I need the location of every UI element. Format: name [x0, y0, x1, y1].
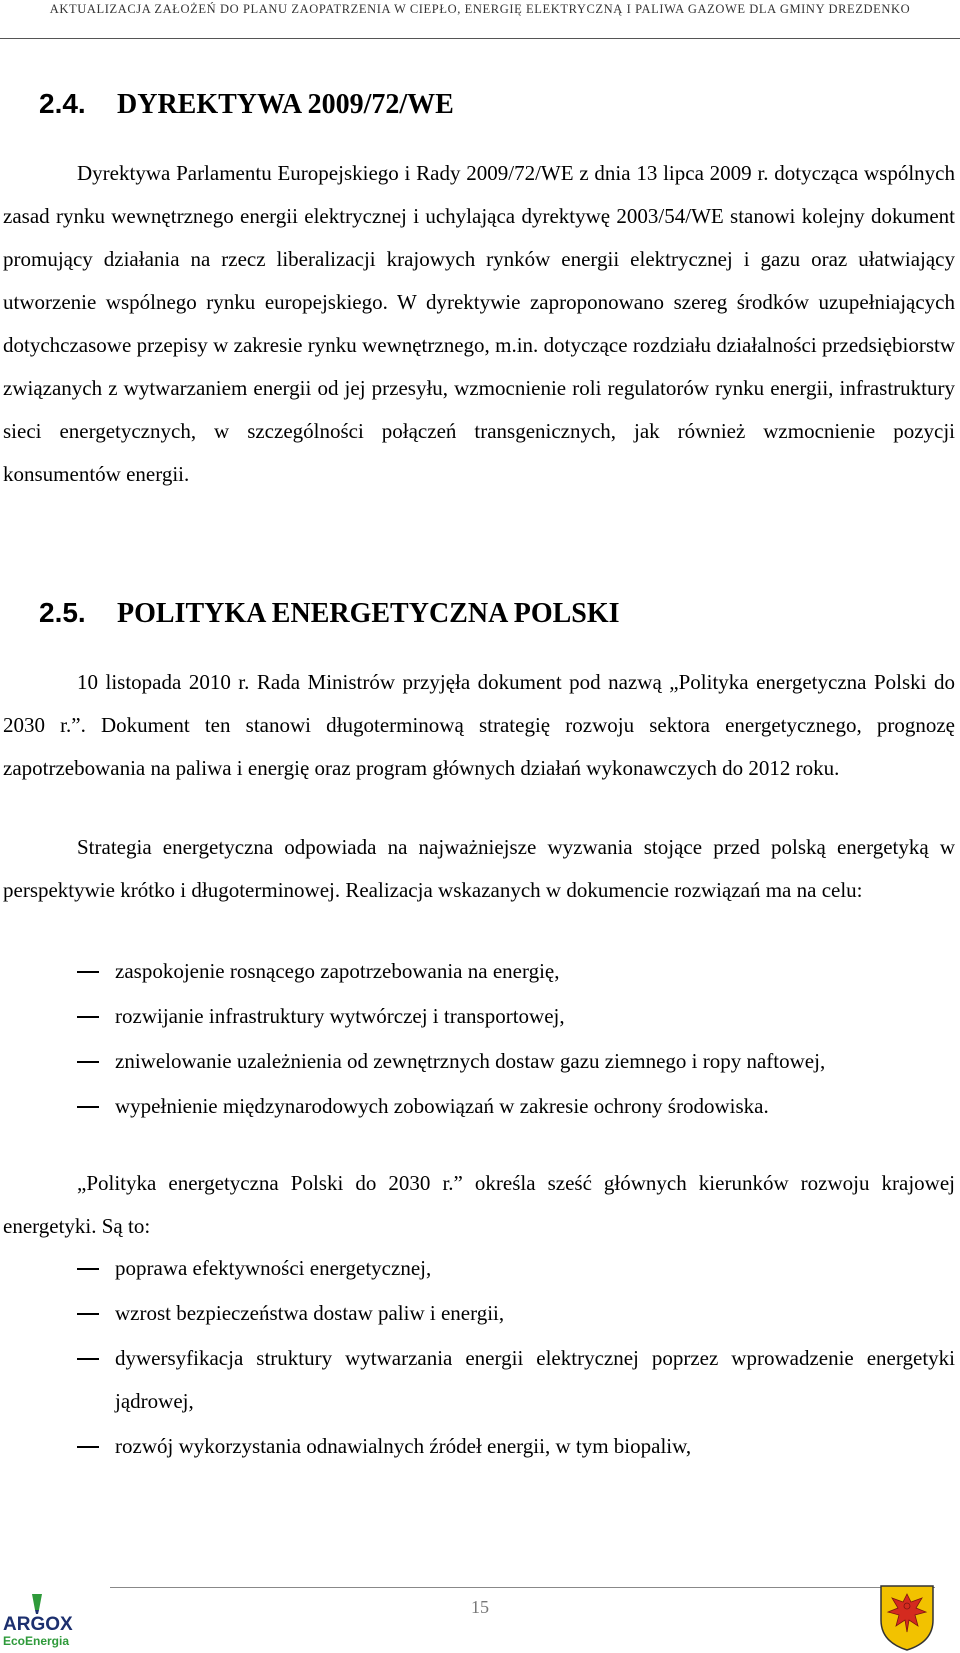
- list-item: dywersyfikacja struktury wytwarzania energii elektrycznej poprzez wprowadzenie energetyki jądrowej,: [3, 1337, 955, 1423]
- section-number: 2.4.: [39, 88, 86, 119]
- running-header: AKTUALIZACJA ZAŁOŻEŃ DO PLANU ZAOPATRZENIA W CIEPŁO, ENERGIĘ ELEKTRYCZNĄ I PALIWA GAZOWE DLA GMINY DREZDENKO: [49, 2, 911, 16]
- policy-paragraph-3: „Polityka energetyczna Polski do 2030 r.” określa sześć głównych kierunków rozwoju krajowej energetyki. Są to:: [3, 1171, 955, 1238]
- dash-bullet-icon: [77, 1016, 99, 1018]
- list-item: wypełnienie międzynarodowych zobowiązań w zakresie ochrony środowiska.: [3, 1085, 955, 1128]
- list-item: wzrost bezpieczeństwa dostaw paliw i energii,: [3, 1292, 955, 1335]
- dash-bullet-icon: [77, 1358, 99, 1360]
- policy-paragraph-2: Strategia energetyczna odpowiada na najważniejsze wyzwania stojące przed polską energetyką w perspektywie krótko i długoterminowej. Realizacja wskazanych w dokumencie rozwiązań ma na celu:: [3, 835, 955, 902]
- section-heading-2-5: [39, 597, 620, 630]
- goals-list: [3, 950, 955, 1130]
- footer-rule: [110, 1587, 935, 1588]
- section-title: DYREKTYWA 2009/72/WE: [117, 89, 454, 120]
- policy-paragraph-1: 10 listopada 2010 r. Rada Ministrów przyjęła dokument pod nazwą „Polityka energetyczna Polski do 2030 r.”. Dokument ten stanowi długoterminową strategię rozwoju sektora energetycznego, prognozę zapotrzebowania na paliwa i energię oraz program głównych działań wykonawczych do 2012 roku.: [3, 670, 955, 780]
- list-item: rozwijanie infrastruktury wytwórczej i transportowej,: [3, 995, 955, 1038]
- dash-bullet-icon: [77, 1061, 99, 1063]
- directions-list: [3, 1247, 955, 1470]
- dash-bullet-icon: [77, 1106, 99, 1108]
- list-item: zaspokojenie rosnącego zapotrzebowania na energię,: [3, 950, 955, 993]
- dash-bullet-icon: [77, 1268, 99, 1270]
- header-rule: [0, 38, 960, 39]
- section-heading-2-4: [39, 88, 454, 121]
- dash-bullet-icon: [77, 971, 99, 973]
- directive-paragraph: Dyrektywa Parlamentu Europejskiego i Rady 2009/72/WE z dnia 13 lipca 2009 r. dotycząca wspólnych zasad rynku wewnętrznego energii elektrycznej i uchylająca dyrektywę 2003/54/WE stanowi kolejny dokument promujący działania na rzecz liberalizacji krajowych rynków energii elektrycznej i gazu oraz ułatwiający utworzenie wspólnego rynku europejskiego. W dyrektywie zaproponowano szereg środków uzupełniających dotychczasowe przepisy w zakresie rynku wewnętrznego, m.in. dotyczące rozdziału działalności przedsiębiorstw związanych z wytwarzaniem energii od jej przesyłu, wzmocnienie roli regulatorów rynku energii, infrastruktury sieci energetycznych, w szczególności połączeń transgenicznych, jak również wzmocnienie pozycji konsumentów energii.: [3, 161, 955, 486]
- svg-text:ARGOX: ARGOX: [3, 1614, 73, 1635]
- list-item: rozwój wykorzystania odnawialnych źródeł energii, w tym biopaliw,: [3, 1425, 955, 1468]
- dash-bullet-icon: [77, 1446, 99, 1448]
- page-number: 15: [471, 1597, 489, 1617]
- dash-bullet-icon: [77, 1313, 99, 1315]
- section-title: POLITYKA ENERGETYCZNA POLSKI: [117, 598, 620, 629]
- section-number: 2.5.: [39, 597, 86, 628]
- coat-of-arms-icon: [878, 1582, 936, 1652]
- svg-text:EcoEnergia: EcoEnergia: [3, 1634, 70, 1648]
- list-item: zniwelowanie uzależnienia od zewnętrznych dostaw gazu ziemnego i ropy naftowej,: [3, 1040, 955, 1083]
- list-item: poprawa efektywności energetycznej,: [3, 1247, 955, 1290]
- argox-logo-icon: [2, 1590, 90, 1650]
